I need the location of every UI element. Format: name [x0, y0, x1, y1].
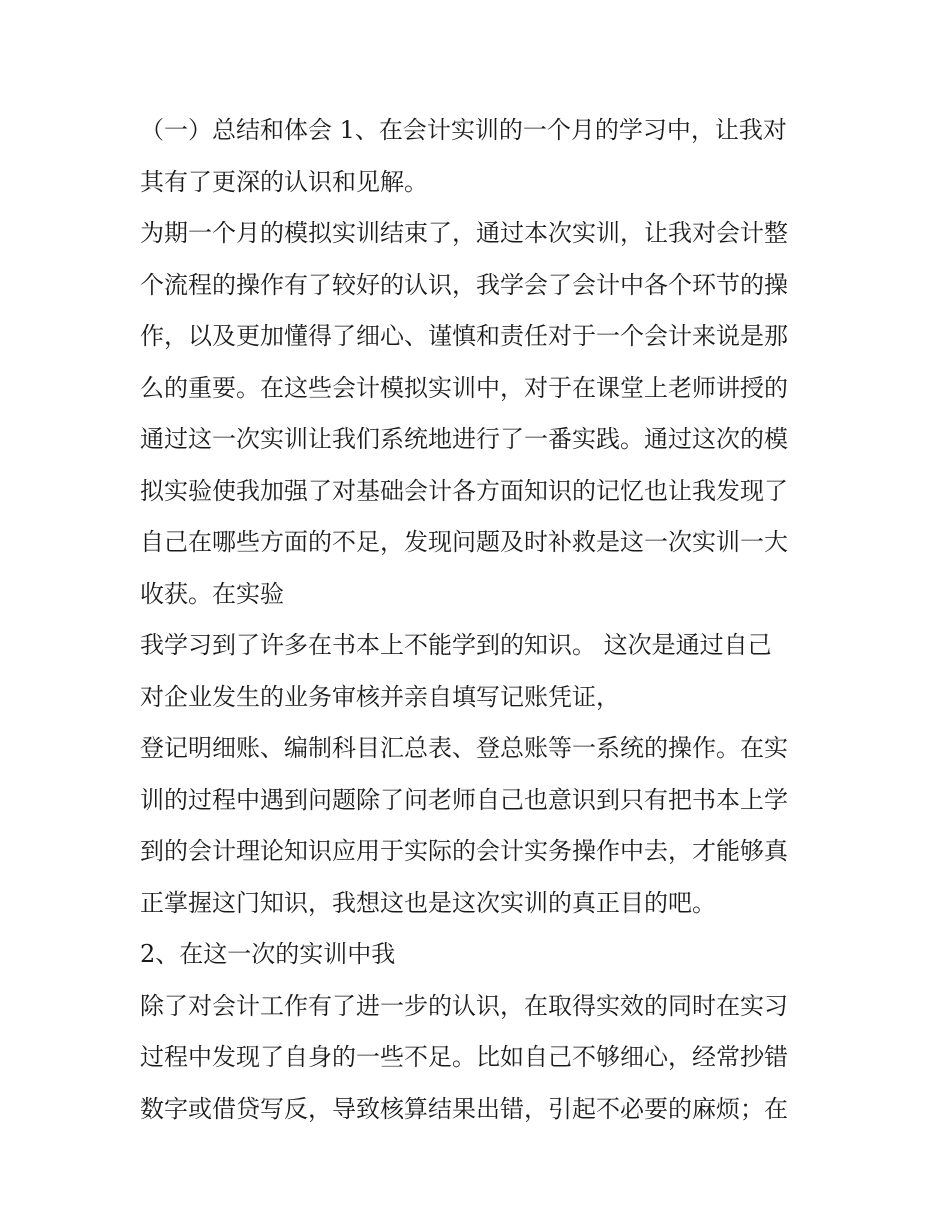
text-line: 到的会计理论知识应用于实际的会计实务操作中去，才能够真 — [140, 837, 788, 865]
text-line: 其有了更深的认识和见解。 — [140, 167, 428, 196]
text-line: 收获。在实验 — [140, 579, 284, 608]
text-line: 除了对会计工作有了进一步的认识，在取得实效的同时在实习 — [140, 991, 788, 1020]
text-line: 么的重要。在这些会计模拟实训中，对于在课堂上老师讲授的 — [140, 373, 788, 402]
text-line: 过程中发现了自身的一些不足。比如自己不够细心，经常抄错 — [140, 1043, 788, 1071]
text-line: 2、在这一次的实训中我 — [140, 940, 396, 968]
text-line: 训的过程中遇到问题除了问老师自己也意识到只有把书本上学 — [140, 785, 788, 814]
text-line: 通过这一次实训让我们系统地进行了一番实践。通过这次的模 — [140, 425, 788, 453]
document-body — [140, 105, 812, 1135]
text-line: 个流程的操作有了较好的认识，我学会了会计中各个环节的操 — [140, 270, 788, 299]
text-line: 数字或借贷写反，导致核算结果出错，引起不必要的麻烦；在 — [140, 1094, 788, 1123]
text-line: 对企业发生的业务审核并亲自填写记账凭证， — [140, 682, 620, 711]
text-line: 自己在哪些方面的不足，发现问题及时补救是这一次实训一大 — [140, 528, 788, 556]
text-line: 为期一个月的模拟实训结束了，通过本次实训，让我对会计整 — [140, 219, 788, 247]
text-line: 作，以及更加懂得了细心、谨慎和责任对于一个会计来说是那 — [140, 322, 788, 350]
text-line: 正掌握这门知识，我想这也是这次实训的真正目的吧。 — [140, 888, 716, 917]
text-line: （一）总结和体会 1、在会计实训的一个月的学习中，让我对 — [140, 116, 787, 144]
text-line: 拟实验使我加强了对基础会计各方面知识的记忆也让我发现了 — [140, 476, 788, 505]
text-line: 登记明细账、编制科目汇总表、登总账等一系统的操作。在实 — [140, 734, 788, 762]
text-line: 我学习到了许多在书本上不能学到的知识。 这次是通过自己 — [140, 631, 772, 659]
